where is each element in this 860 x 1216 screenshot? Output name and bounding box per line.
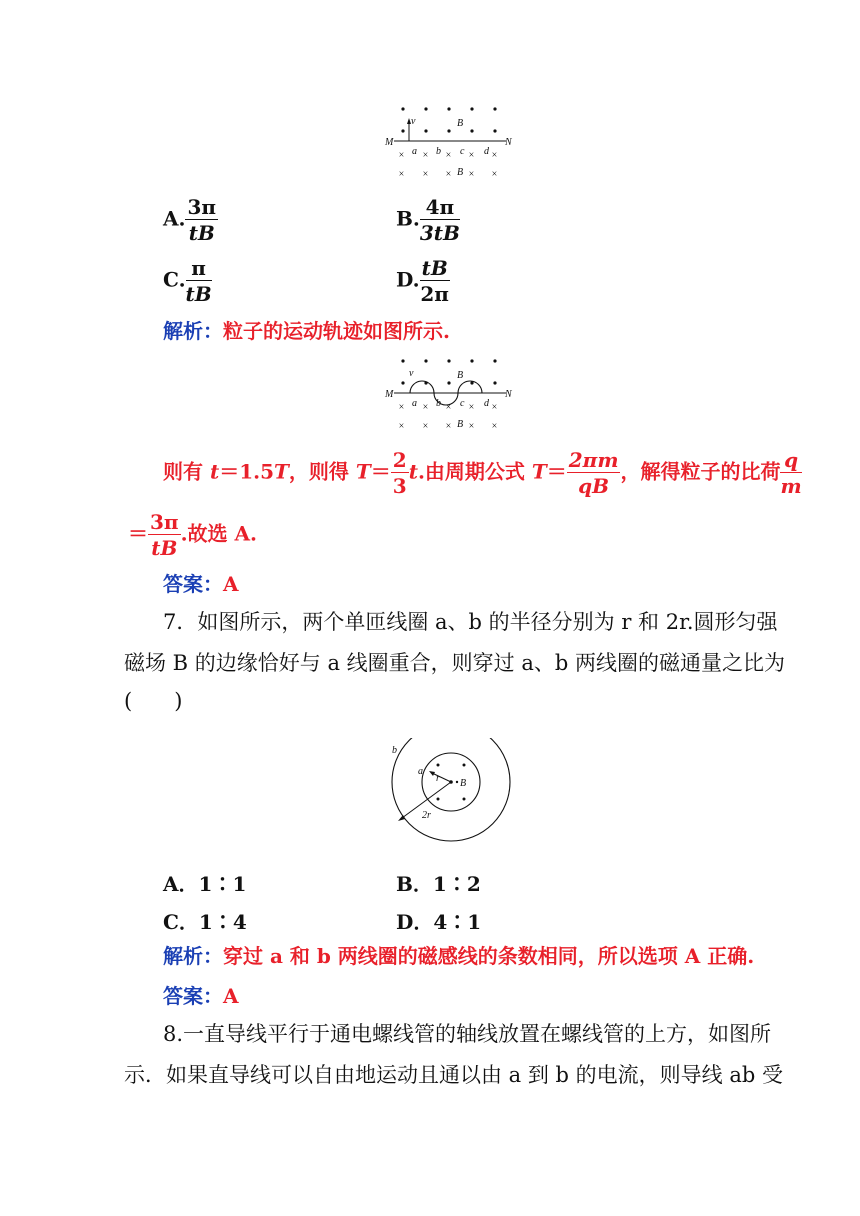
- svg-text:×: ×: [468, 150, 475, 161]
- q6-analysis-line2: ＝ $\frac{3\pi}{tB}$ .故选 A.: [128, 510, 257, 560]
- label-M: M: [385, 137, 394, 148]
- option-b[interactable]: B. $\frac{4\pi}{3tB}$: [396, 195, 460, 245]
- svg-text:×: ×: [491, 402, 498, 413]
- q7-answer: 答案：A: [163, 984, 239, 1008]
- label-v: v: [411, 116, 416, 127]
- q6-answer: 答案：A: [163, 572, 239, 596]
- traj-label-d: d: [484, 398, 489, 409]
- q7-analysis: 解析：穿过 a 和 b 两线圈的磁感线的条数相同，所以选项 A 正确.: [163, 944, 755, 968]
- traj-label-B-bottom: B: [457, 419, 464, 430]
- svg-text:×: ×: [468, 402, 475, 413]
- coil-label-b: b: [392, 745, 397, 756]
- q7-option-b[interactable]: B．1∶2: [396, 872, 481, 896]
- label-b: b: [436, 146, 441, 157]
- q8-question-line1: 8.一直导线平行于通电螺线管的轴线放置在螺线管的上方，如图所: [163, 1022, 772, 1046]
- q7-question-line2: 磁场 B 的边缘恰好与 a 线圈重合，则穿过 a、b 两线圈的磁通量之比为: [124, 651, 785, 675]
- svg-text:×: ×: [422, 421, 429, 432]
- figure-trajectory: [380, 354, 520, 434]
- svg-text:×: ×: [398, 421, 405, 432]
- svg-text:×: ×: [422, 150, 429, 161]
- svg-text:×: ×: [422, 402, 429, 413]
- coil-label-a: a: [418, 766, 423, 777]
- label-N: N: [505, 137, 512, 148]
- traj-label-b: b: [436, 398, 441, 409]
- q7-option-a[interactable]: A．1∶1: [163, 872, 247, 896]
- option-c[interactable]: C. $\frac{\pi}{tB}$: [163, 256, 212, 306]
- label-d: d: [484, 146, 489, 157]
- svg-text:×: ×: [398, 402, 405, 413]
- svg-text:×: ×: [445, 169, 452, 180]
- traj-label-v: v: [409, 368, 414, 379]
- fraction-2pim-qB: $\frac{2\pi m}{qB}$: [568, 448, 619, 498]
- q6-analysis-intro: 解析：粒子的运动轨迹如图所示.: [163, 319, 450, 343]
- label-B-bottom: B: [457, 167, 464, 178]
- svg-text:×: ×: [468, 421, 475, 432]
- svg-text:×: ×: [445, 421, 452, 432]
- label-a: a: [412, 146, 417, 157]
- svg-text:×: ×: [445, 150, 452, 161]
- traj-label-N: N: [505, 389, 512, 400]
- svg-text:×: ×: [491, 150, 498, 161]
- svg-text:×: ×: [422, 169, 429, 180]
- option-a[interactable]: A. $\frac{3\pi}{tB}$: [163, 195, 217, 245]
- svg-text:×: ×: [491, 421, 498, 432]
- q7-question-line3: ( ): [124, 689, 183, 713]
- svg-text:×: ×: [398, 169, 405, 180]
- svg-text:×: ×: [445, 402, 452, 413]
- q6-analysis-line1: 则有 t＝1.5T，则得 T＝ $\frac{2}{3}$ t.由周期公式 T＝ $\frac{2\pi m}{qB}$ ，解得粒子的比荷 $\frac{q}{m}$: [163, 448, 802, 498]
- svg-text:×: ×: [398, 150, 405, 161]
- figure-coils: [382, 738, 522, 858]
- q7-option-c[interactable]: C．1∶4: [163, 910, 247, 934]
- svg-text:×: ×: [491, 169, 498, 180]
- traj-label-B-top: B: [457, 370, 464, 381]
- option-d[interactable]: D. $\frac{tB}{2\pi}$: [396, 256, 449, 306]
- svg-text:×: ×: [468, 169, 475, 180]
- q7-option-d[interactable]: D．4∶1: [396, 910, 482, 934]
- q7-question-line1: 7．如图所示，两个单匝线圈 a、b 的半径分别为 r 和 2r.圆形匀强: [163, 610, 778, 634]
- label-c: c: [460, 146, 465, 157]
- figure-magnetic-field-top: [380, 102, 520, 182]
- coil-label-2r: 2r: [422, 810, 431, 821]
- traj-label-c: c: [460, 398, 465, 409]
- label-B-top: B: [457, 118, 464, 129]
- fraction-2-3: $\frac{2}{3}$: [392, 448, 407, 498]
- q8-question-line2: 示．如果直导线可以自由地运动且通以由 a 到 b 的电流，则导线 ab 受: [124, 1063, 783, 1087]
- fraction-3pi-tB: $\frac{3\pi}{tB}$: [150, 510, 179, 560]
- coil-label-r: r: [436, 773, 440, 784]
- traj-label-M: M: [385, 389, 394, 400]
- coil-label-B: B: [460, 778, 467, 789]
- traj-label-a: a: [412, 398, 417, 409]
- fraction-q-m: $\frac{q}{m}$: [780, 448, 802, 498]
